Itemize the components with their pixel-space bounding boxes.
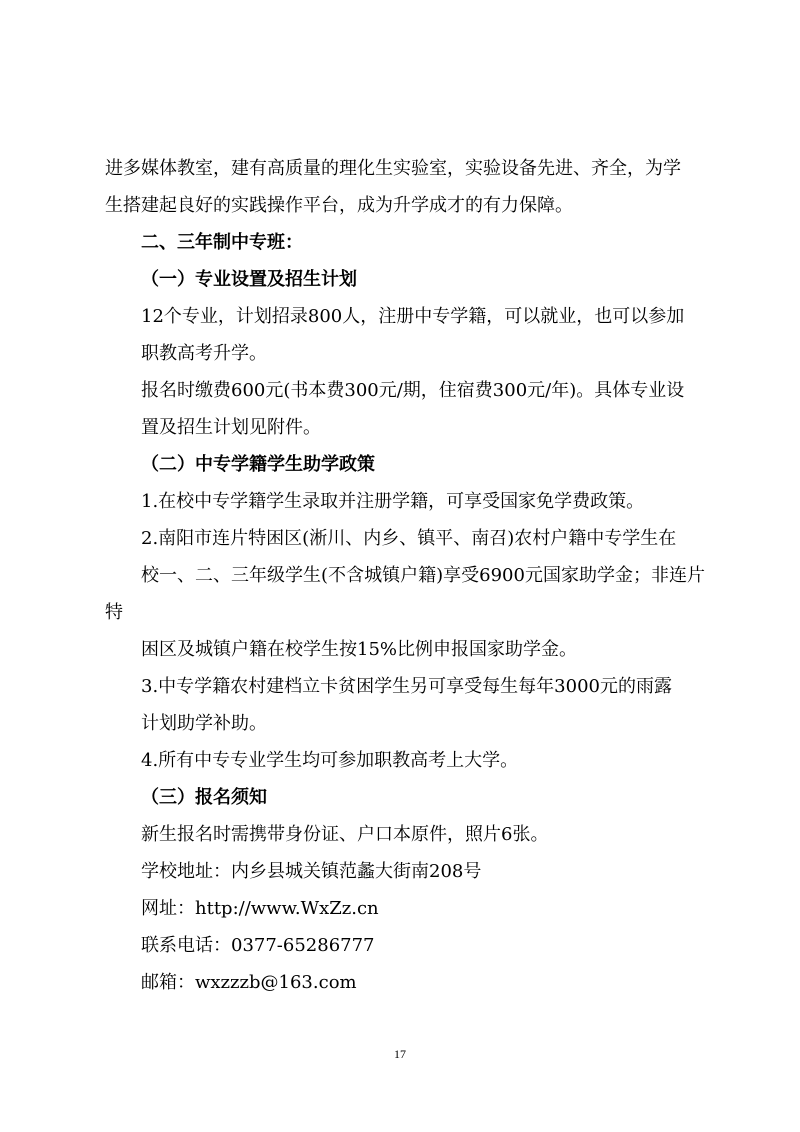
- text-line: 生搭建起良好的实践操作平台，成为升学成才的有力保障。: [105, 195, 573, 216]
- text-line: 报名时缴费600元(书本费300元/期，住宿费300元/年)。具体专业设: [141, 380, 685, 401]
- body-paragraph: [105, 890, 705, 927]
- body-paragraph: [105, 742, 705, 779]
- text-line: 计划助学补助。: [141, 713, 267, 734]
- section-heading: （一）专业设置及招生计划: [141, 269, 357, 290]
- text-line: 1.在校中专学籍学生录取并注册学籍，可享受国家免学费政策。: [141, 491, 645, 512]
- text-line: 进多媒体教室，建有高质量的理化生实验室，实验设备先进、齐全，为学: [105, 158, 681, 179]
- text-line: 邮箱：wxzzzb@163.com: [141, 972, 357, 993]
- text-line: 校一、二、三年级学生(不含城镇户籍)享受6900元国家助学金；非连片特: [105, 565, 705, 623]
- body-paragraph: [105, 372, 705, 446]
- body-paragraph: [105, 964, 705, 1001]
- page-number: 17: [394, 1047, 406, 1061]
- body-paragraph: [105, 520, 705, 668]
- text-line: 网址：http://www.WxZz.cn: [141, 898, 379, 919]
- text-line: 学校地址：内乡县城关镇范蠡大街南208号: [141, 861, 482, 882]
- body-paragraph: [105, 816, 705, 853]
- body-paragraph: [105, 668, 705, 742]
- body-paragraph: [105, 483, 705, 520]
- text-line: 4.所有中专专业学生均可参加职教高考上大学。: [141, 750, 519, 771]
- section-heading: 二、三年制中专班：: [141, 232, 303, 253]
- body-paragraph: [105, 150, 705, 224]
- text-line: 困区及城镇户籍在校学生按15%比例申报国家助学金。: [141, 639, 578, 660]
- text-line: 3.中专学籍农村建档立卡贫困学生另可享受每生每年3000元的雨露: [141, 676, 672, 697]
- section-heading: （三）报名须知: [141, 787, 267, 808]
- body-paragraph: [105, 853, 705, 890]
- text-line: 2.南阳市连片特困区(淅川、内乡、镇平、南召)农村户籍中专学生在: [141, 528, 677, 549]
- text-line: 新生报名时需携带身份证、户口本原件，照片6张。: [141, 824, 549, 845]
- text-line: 联系电话：0377-65286777: [141, 935, 375, 956]
- body-paragraph: [105, 298, 705, 372]
- text-line: 职教高考升学。: [141, 343, 267, 364]
- body-paragraph: [105, 927, 705, 964]
- section-heading: （二）中专学籍学生助学政策: [141, 454, 375, 475]
- text-line: 置及招生计划见附件。: [141, 417, 321, 438]
- text-line: 12个专业，计划招录800人，注册中专学籍，可以就业，也可以参加: [141, 306, 685, 327]
- document-body: [105, 150, 705, 1001]
